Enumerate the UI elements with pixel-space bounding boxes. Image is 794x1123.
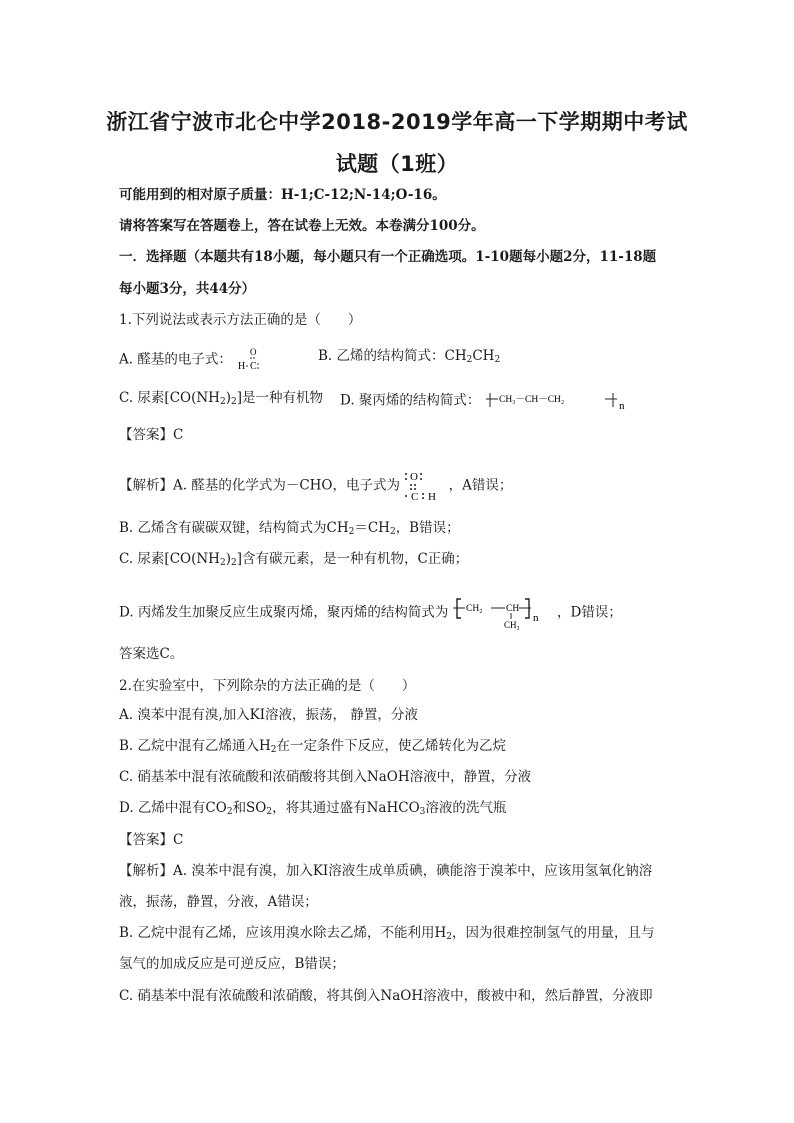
document-title-line2: 试题（1班） bbox=[335, 152, 459, 176]
aldehyde-electron-formula-small bbox=[236, 347, 266, 373]
q1-explanation-d bbox=[119, 596, 622, 630]
subscript: 3 bbox=[419, 807, 426, 817]
formula-n: n bbox=[618, 400, 625, 412]
aldehyde-electron-formula bbox=[404, 468, 444, 504]
q2-explanation-c-line1: C. 硝基苯中混有浓硫酸和浓硝酸，将其倒入NaOH溶液中，酸被中和，然后静置，分液即 bbox=[119, 988, 653, 1004]
formula-h: H bbox=[428, 491, 437, 503]
subscript: 2 bbox=[466, 355, 473, 365]
q1-option-b bbox=[318, 347, 500, 369]
formula-ch: CH bbox=[505, 604, 519, 614]
q2-option-c: C. 硝基苯中混有浓硫酸和浓硝酸将其倒入NaOH溶液中，静置，分液 bbox=[119, 769, 532, 785]
q1-explanation-d-end: ，D错误； bbox=[557, 604, 622, 621]
q2-explanation-b-text: B. 乙烷中混有乙烯，应该用溴水除去乙烯，不能利用H bbox=[119, 925, 447, 941]
formula-ch3: CH₃ bbox=[503, 620, 520, 630]
q1-explanation-c bbox=[119, 550, 468, 572]
subscript: 2 bbox=[389, 527, 396, 537]
subscript: 2 bbox=[219, 397, 226, 407]
q1-explanation-c-end: ]含有碳元素，是一种有机物，C正确； bbox=[236, 551, 469, 567]
q2-option-d-text: D. 乙烯中混有CO bbox=[119, 800, 227, 816]
q1-explanation-c-mid: ) bbox=[225, 551, 231, 567]
section-heading-line2: 每小题3分，共44分） bbox=[119, 281, 256, 297]
subscript: 2 bbox=[226, 807, 233, 817]
formula-chain: CH₃－CH－CH₂ bbox=[498, 395, 564, 405]
formula-n: n bbox=[532, 612, 539, 624]
q2-option-b bbox=[119, 737, 506, 759]
q1-option-a-text: A. 醛基的电子式： bbox=[119, 351, 232, 368]
polypropylene-wrong-formula bbox=[485, 389, 635, 413]
q1-option-d-text: D. 聚丙烯的结构简式： bbox=[340, 392, 481, 409]
q2-answer: 【答案】C bbox=[119, 832, 184, 848]
q1-option-c-end: ]是一种有机物 bbox=[236, 390, 323, 406]
q1-explanation-b bbox=[119, 519, 460, 541]
subscript: 2 bbox=[446, 932, 453, 942]
subscript: 2 bbox=[266, 807, 273, 817]
subscript: 2 bbox=[230, 397, 237, 407]
q1-explanation-d-text: D. 丙烯发生加聚反应生成聚丙烯，聚丙烯的结构简式为 bbox=[119, 604, 449, 621]
q1-explanation-b-text: B. 乙烯含有碳碳双键，结构简式为CH bbox=[119, 520, 349, 536]
instructions-note: 请将答案写在答题卷上，答在试卷上无效。本卷满分100分。 bbox=[119, 218, 485, 234]
q2-option-d-mid: 和SO bbox=[232, 800, 267, 816]
q1-option-c-text: C. 尿素[CO(NH bbox=[119, 390, 220, 406]
formula-h: H bbox=[238, 361, 246, 372]
q2-option-b-text: B. 乙烷中混有乙烯通入H bbox=[119, 738, 271, 754]
q1-conclusion: 答案选C。 bbox=[119, 646, 184, 662]
q1-explanation-b-end: ，B错误； bbox=[395, 520, 460, 536]
formula-o: O bbox=[250, 347, 257, 357]
q1-explanation-b-mid: ＝CH bbox=[354, 520, 390, 536]
polypropylene-structure bbox=[453, 596, 553, 630]
q1-option-b-text: B. 乙烯的结构简式：CH bbox=[318, 348, 467, 364]
q2-explanation-a-line1: 【解析】A. 溴苯中混有溴，加入KI溶液生成单质碘，碘能溶于溴苯中，应该用氢氧化钠溶 bbox=[119, 863, 653, 879]
q1-explanation-a-text: 【解析】A. 醛基的化学式为－CHO，电子式为 bbox=[119, 477, 401, 494]
q1-option-c bbox=[119, 389, 323, 411]
q2-stem: 2.在实验室中，下列除杂的方法正确的是（ ） bbox=[119, 678, 416, 694]
q2-option-b-end: 在一定条件下反应，使乙烯转化为乙烷 bbox=[276, 738, 507, 754]
section-heading-line1: 一．选择题（本题共有18小题，每小题只有一个正确选项。1-10题每小题2分，11-18题 bbox=[119, 249, 657, 265]
q1-option-a bbox=[119, 347, 266, 373]
formula-ch2: CH₂ bbox=[465, 604, 483, 614]
q1-explanation-a bbox=[119, 468, 512, 504]
q1-option-c-tail: ) bbox=[225, 390, 231, 406]
q1-answer: 【答案】C bbox=[119, 427, 184, 443]
q1-stem: 1.下列说法或表示方法正确的是（ ） bbox=[119, 312, 362, 328]
q2-option-d-end: 溶液的洗气瓶 bbox=[425, 800, 507, 816]
subscript: 2 bbox=[494, 355, 501, 365]
q2-option-d bbox=[119, 799, 506, 821]
formula-c: C bbox=[411, 491, 419, 503]
subscript: 2 bbox=[270, 745, 277, 755]
q1-option-d bbox=[340, 389, 635, 413]
q1-option-b-tail: CH bbox=[472, 348, 495, 364]
q2-explanation-b-line2: 氢气的加成反应是可逆反应，B错误； bbox=[119, 956, 345, 972]
q1-explanation-a-end: ，A错误； bbox=[448, 477, 513, 494]
formula-o: O bbox=[410, 471, 419, 483]
q2-explanation-b-line1 bbox=[119, 924, 655, 946]
subscript: 2 bbox=[230, 558, 237, 568]
q2-option-a: A. 溴苯中混有溴,加入KI溶液，振荡， 静置，分液 bbox=[119, 707, 418, 723]
atomic-mass-note: 可能用到的相对原子质量：H-1;C-12;N-14;O-16。 bbox=[119, 187, 446, 203]
q2-explanation-b-end: ，因为很难控制氢气的用量，且与 bbox=[452, 925, 655, 941]
q2-explanation-a-line2: 液，振荡，静置，分液，A错误； bbox=[119, 894, 318, 910]
q1-explanation-c-text: C. 尿素[CO(NH bbox=[119, 551, 220, 567]
subscript: 2 bbox=[219, 558, 226, 568]
formula-c: C bbox=[250, 361, 257, 372]
q2-option-d-mid2: ，将其通过盛有NaHCO bbox=[272, 800, 420, 816]
document-title-line1: 浙江省宁波市北仑中学2018-2019学年高一下学期期中考试 bbox=[106, 110, 688, 134]
subscript: 2 bbox=[348, 527, 355, 537]
